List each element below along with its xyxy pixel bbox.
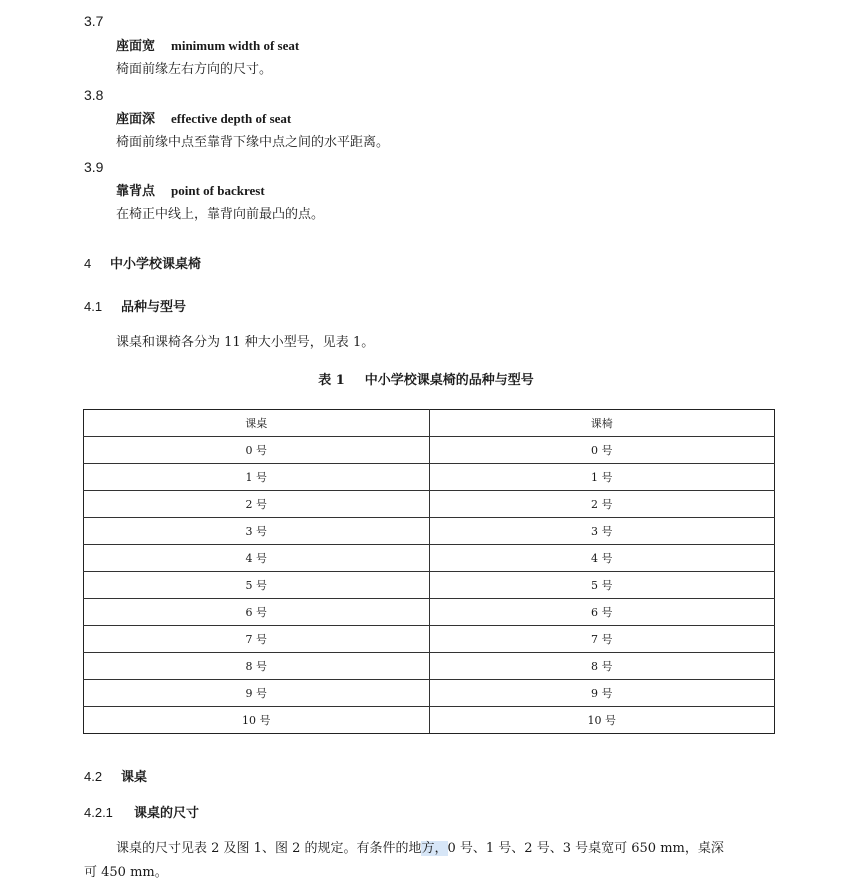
table-cell: 6 号 [429, 599, 775, 626]
table-cell: 3 号 [84, 518, 430, 545]
table-cell: 5 号 [429, 572, 775, 599]
table-caption [0, 372, 852, 390]
table-row [84, 680, 775, 707]
table-row [84, 653, 775, 680]
section-number: 4 [84, 256, 92, 271]
table-cell: 8 号 [84, 653, 430, 680]
term-en: effective depth of seat [171, 111, 292, 126]
table-row [84, 491, 775, 518]
table-cell: 1 号 [84, 464, 430, 491]
clause-number: 3.7 [84, 13, 104, 29]
term-definition: 椅面前缘中点至靠背下缘中点之间的水平距离。 [116, 135, 390, 150]
section-number: 4.1 [84, 299, 103, 314]
term-heading [116, 110, 291, 129]
table-cell: 4 号 [429, 545, 775, 572]
table-cell: 4 号 [84, 545, 430, 572]
model-table [83, 409, 775, 734]
text-selection-highlight[interactable]: 方， [421, 841, 448, 856]
table-cell: 7 号 [84, 626, 430, 653]
table-cell: 10 号 [429, 707, 775, 734]
table-header-cell: 课椅 [429, 410, 775, 437]
section-heading [84, 298, 186, 317]
table-cell: 8 号 [429, 653, 775, 680]
term-zh: 靠背点 [116, 184, 156, 199]
section-heading [84, 804, 199, 823]
clause-number: 3.8 [84, 87, 104, 103]
table-caption-title: 中小学校课桌椅的品种与型号 [364, 373, 534, 388]
section-title: 课桌 [121, 770, 148, 785]
section-title: 中小学校课桌椅 [110, 257, 202, 272]
section-title: 品种与型号 [121, 300, 187, 315]
table-cell: 10 号 [84, 707, 430, 734]
table-cell: 0 号 [84, 437, 430, 464]
section-heading [84, 255, 201, 274]
table-cell: 7 号 [429, 626, 775, 653]
term-en: minimum width of seat [171, 38, 300, 53]
table-cell: 9 号 [84, 680, 430, 707]
section-title: 课桌的尺寸 [134, 806, 200, 821]
table-row [84, 572, 775, 599]
table-row [84, 707, 775, 734]
table-row [84, 518, 775, 545]
table-row [84, 437, 775, 464]
term-definition: 在椅正中线上，靠背向前最凸的点。 [116, 207, 325, 222]
table-header-row [84, 410, 775, 437]
table-row [84, 464, 775, 491]
body-paragraph: 课桌和课椅各分为 11 种大小型号，见表 1。 [116, 335, 375, 350]
table-row [84, 599, 775, 626]
table-row [84, 545, 775, 572]
table-header-cell: 课桌 [84, 410, 430, 437]
table-cell: 2 号 [429, 491, 775, 518]
table-cell: 3 号 [429, 518, 775, 545]
table-cell: 0 号 [429, 437, 775, 464]
table-cell: 5 号 [84, 572, 430, 599]
table-cell: 1 号 [429, 464, 775, 491]
paragraph-text: 0 号、1 号、2 号、3 号桌宽可 650 mm，桌深 [447, 841, 724, 856]
term-heading [116, 182, 265, 201]
table-caption-label: 表 1 [318, 373, 345, 388]
body-paragraph-continuation: 可 450 mm。 [84, 865, 168, 880]
table-cell: 6 号 [84, 599, 430, 626]
term-definition: 椅面前缘左右方向的尺寸。 [116, 62, 273, 77]
table-cell: 9 号 [429, 680, 775, 707]
term-heading [116, 37, 299, 56]
term-zh: 座面宽 [116, 39, 156, 54]
section-number: 4.2 [84, 769, 103, 784]
section-number: 4.2.1 [84, 805, 113, 820]
table-row [84, 626, 775, 653]
body-paragraph [116, 840, 724, 858]
paragraph-text: 课桌的尺寸见表 2 及图 1、图 2 的规定。有条件的地 [116, 841, 422, 856]
term-en: point of backrest [171, 183, 265, 198]
clause-number: 3.9 [84, 159, 104, 175]
section-heading [84, 768, 147, 787]
term-zh: 座面深 [116, 112, 156, 127]
table-cell: 2 号 [84, 491, 430, 518]
